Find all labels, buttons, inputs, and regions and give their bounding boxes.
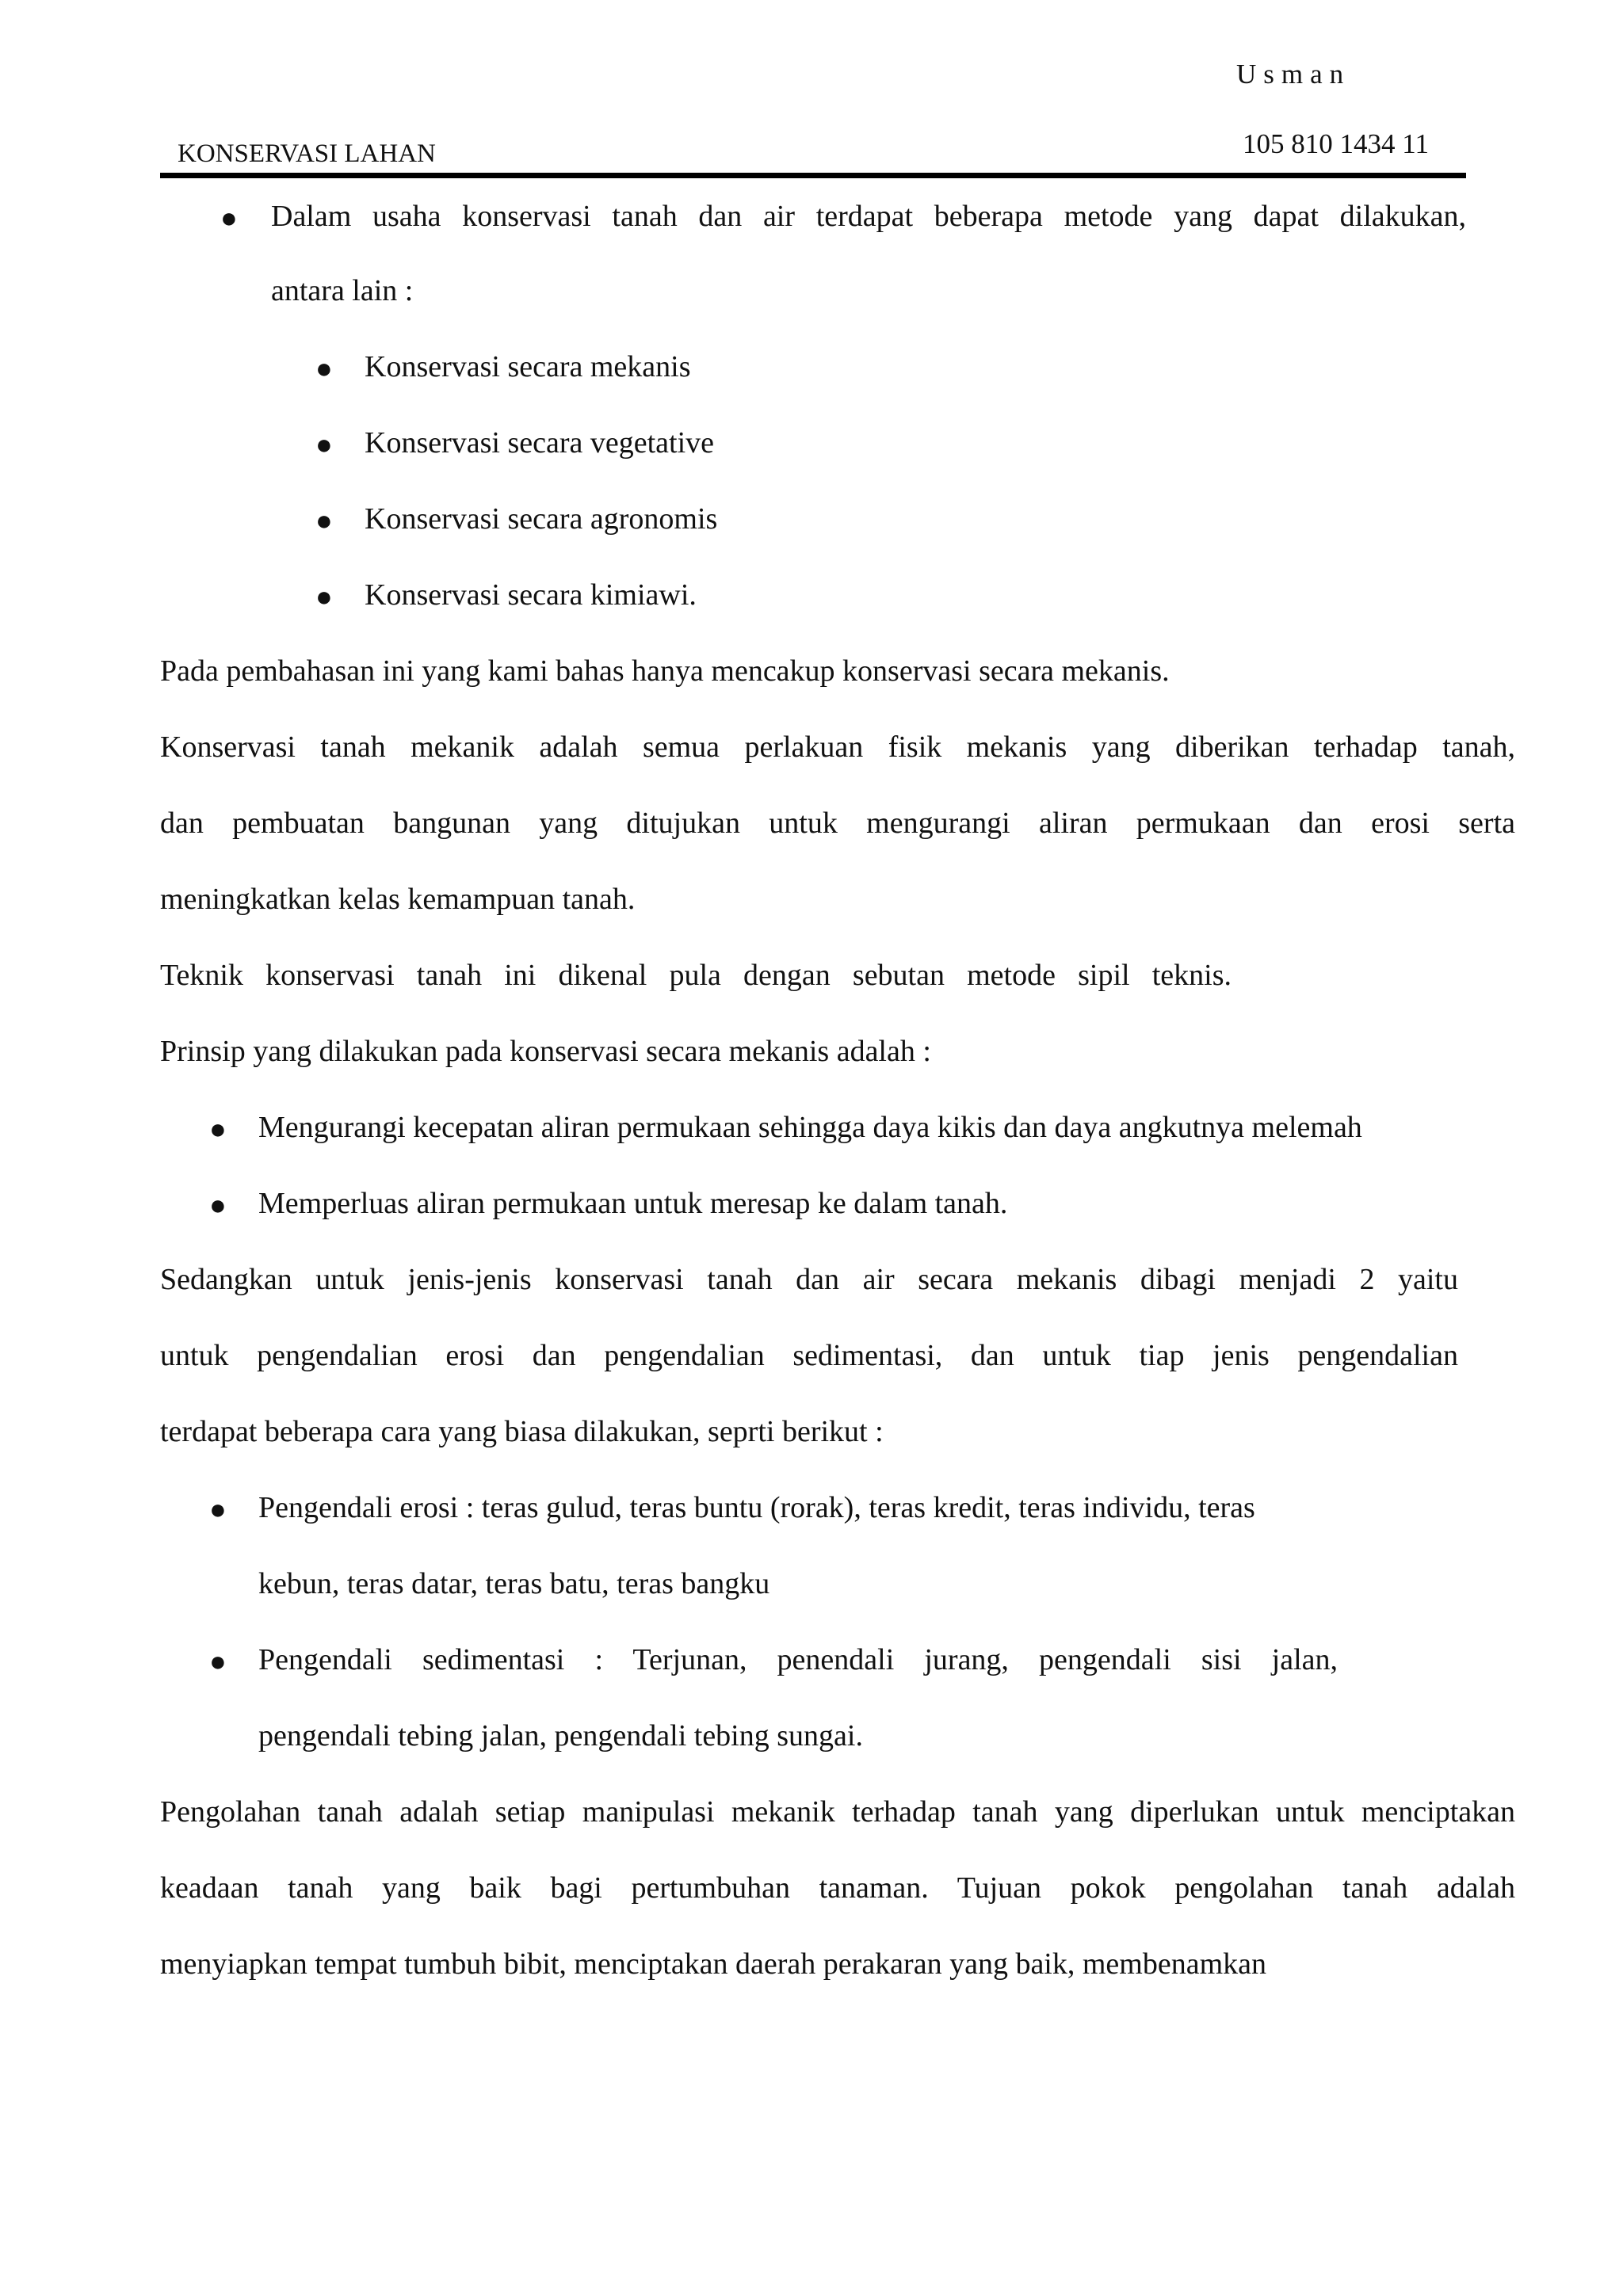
definition-line-2: dan pembuatan bangunan yang ditujukan untuk mengurangi aliran permukaan dan erosi serta xyxy=(160,807,1515,840)
bullet-icon: ● xyxy=(209,1646,227,1677)
sediment-control-line-1: Pengendali sedimentasi : Terjunan, penendali jurang, pengendali sisi jalan, xyxy=(258,1643,1338,1676)
erosion-control-line-2: kebun, teras datar, teras batu, teras bangku xyxy=(258,1567,770,1600)
student-id: 105 810 1434 11 xyxy=(1243,128,1429,159)
tillage-line-1: Pengolahan tanah adalah setiap manipulasi mekanik terhadap tanah yang diperlukan untuk menciptakan xyxy=(160,1795,1515,1829)
tillage-line-2: keadaan tanah yang baik bagi pertumbuhan tanaman. Tujuan pokok pengolahan tanah adalah xyxy=(160,1871,1515,1905)
method-item-chemical: Konservasi secara kimiawi. xyxy=(365,578,697,612)
bullet-icon: ● xyxy=(209,1493,227,1525)
method-item-mechanical: Konservasi secara mekanis xyxy=(365,350,691,383)
bullet-icon: ● xyxy=(315,581,333,612)
method-item-vegetative: Konservasi secara vegetative xyxy=(365,426,715,460)
definition-line-3: meningkatkan kelas kemampuan tanah. xyxy=(160,883,636,916)
bullet-icon: ● xyxy=(209,1189,227,1221)
author-name: Usman xyxy=(1236,59,1351,90)
method-item-agronomic: Konservasi secara agronomis xyxy=(365,502,718,536)
header-divider xyxy=(160,173,1466,178)
bullet-icon: ● xyxy=(220,202,238,234)
scope-paragraph: Pada pembahasan ini yang kami bahas hanya mencakup konservasi secara mekanis. xyxy=(160,654,1170,688)
document-title: KONSERVASI LAHAN xyxy=(178,139,436,168)
principle-intro: Prinsip yang dilakukan pada konservasi secara mekanis adalah : xyxy=(160,1035,931,1068)
bullet-icon: ● xyxy=(315,505,333,536)
erosion-control-line-1: Pengendali erosi : teras gulud, teras buntu (rorak), teras kredit, teras individu, teras xyxy=(258,1491,1255,1524)
methods-intro-line-1: Dalam usaha konservasi tanah dan air terdapat beberapa metode yang dapat dilakukan, xyxy=(271,200,1466,233)
bullet-icon: ● xyxy=(209,1113,227,1145)
tillage-line-3: menyiapkan tempat tumbuh bibit, menciptakan daerah perakaran yang baik, membenamkan xyxy=(160,1947,1266,1981)
bullet-icon: ● xyxy=(315,429,333,460)
methods-intro-line-2: antara lain : xyxy=(271,274,414,307)
principle-item-reduce-flow: Mengurangi kecepatan aliran permukaan sehingga daya kikis dan daya angkutnya melemah xyxy=(258,1111,1362,1144)
sediment-control-line-2: pengendali tebing jalan, pengendali tebing sungai. xyxy=(258,1719,863,1753)
principle-item-expand-infiltration: Memperluas aliran permukaan untuk meresap ke dalam tanah. xyxy=(258,1187,1008,1220)
bullet-icon: ● xyxy=(315,353,333,384)
types-line-3: terdapat beberapa cara yang biasa dilakukan, seprti berikut : xyxy=(160,1415,884,1448)
types-line-2: untuk pengendalian erosi dan pengendalian sedimentasi, dan untuk tiap jenis pengendalian xyxy=(160,1339,1458,1372)
definition-line-1: Konservasi tanah mekanik adalah semua perlakuan fisik mekanis yang diberikan terhadap tanah, xyxy=(160,730,1515,764)
technique-paragraph: Teknik konservasi tanah ini dikenal pula dengan sebutan metode sipil teknis. xyxy=(160,959,1232,992)
types-line-1: Sedangkan untuk jenis-jenis konservasi tanah dan air secara mekanis dibagi menjadi 2 yaitu xyxy=(160,1263,1458,1296)
